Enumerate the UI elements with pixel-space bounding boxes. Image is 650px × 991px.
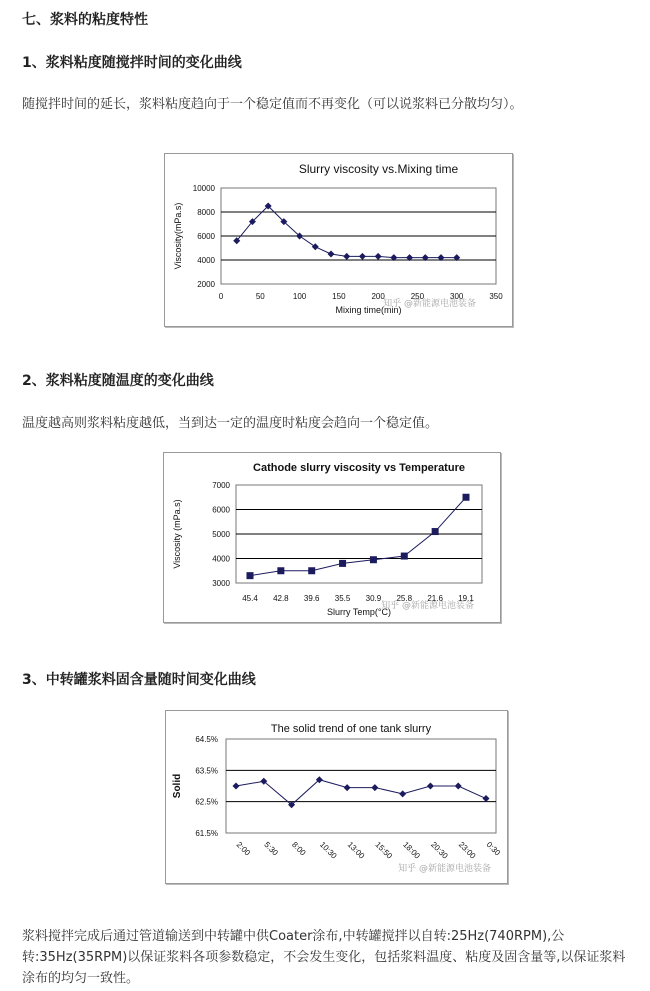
x-tick-label: 45.4 bbox=[242, 594, 258, 603]
y-tick-label: 5000 bbox=[212, 530, 230, 539]
data-point bbox=[463, 494, 470, 501]
sub1-text: 随搅拌时间的延长，浆料粘度趋向于一个稳定值而不再变化（可以说浆料已分散均匀）。 bbox=[22, 97, 523, 112]
y-axis-label: Solid bbox=[172, 773, 183, 799]
x-tick-label: 25.8 bbox=[396, 594, 413, 603]
x-tick-label: 39.6 bbox=[303, 594, 320, 603]
watermark: 知乎 @新能源电池装备 bbox=[381, 601, 474, 611]
y-tick-label: 61.5% bbox=[195, 829, 218, 838]
y-tick-label: 6000 bbox=[212, 505, 230, 515]
y-axis-label: Viscosity(mPa.s) bbox=[173, 202, 183, 270]
y-tick-label: 2000 bbox=[197, 280, 215, 289]
y-tick-label: 10000 bbox=[192, 184, 215, 193]
x-tick-label: 200 bbox=[371, 292, 385, 301]
x-tick-label: 5:30 bbox=[262, 840, 280, 858]
x-tick-label: 30.9 bbox=[365, 594, 382, 603]
section-title: 七、浆料的粘度特性 bbox=[22, 12, 148, 28]
x-tick-label: 250 bbox=[410, 292, 425, 301]
y-tick-label: 6000 bbox=[197, 232, 215, 241]
x-tick-label: 0 bbox=[218, 292, 224, 301]
x-tick-label: 100 bbox=[292, 292, 307, 301]
chart-viscosity-vs-time bbox=[164, 153, 513, 327]
x-tick-label: 8:00 bbox=[290, 840, 308, 858]
x-tick-label: 10:30 bbox=[317, 840, 339, 861]
y-tick-label: 63.5% bbox=[195, 766, 218, 776]
data-point bbox=[277, 567, 284, 574]
y-axis-label: Viscosity (mPa.s) bbox=[172, 499, 182, 569]
x-tick-label: 20:30 bbox=[429, 840, 450, 861]
data-point bbox=[247, 572, 254, 579]
data-point bbox=[432, 528, 439, 535]
chart-title: Cathode slurry viscosity vs Temperature bbox=[253, 462, 465, 474]
sub3-heading: 3、中转罐浆料固含量随时间变化曲线 bbox=[22, 672, 256, 688]
x-tick-label: 300 bbox=[450, 292, 464, 301]
x-tick-label: 18:00 bbox=[401, 840, 422, 861]
x-tick-label: 13:00 bbox=[345, 840, 367, 861]
x-tick-label: 42.8 bbox=[273, 594, 289, 603]
x-axis-label: Slurry Temp(°C) bbox=[327, 607, 391, 617]
x-tick-label: 150 bbox=[332, 292, 346, 301]
x-tick-label: 15:50 bbox=[373, 840, 395, 861]
footer-text: 浆料搅拌完成后通过管道输送到中转罐中供Coater涂布,中转罐搅拌以自转:25Hz(740RPM),公转:35Hz(35RPM)以保证浆料各项参数稳定，不会发生变化，包括浆料温度、粘度及固含量等,以保证浆料涂布的均匀一致性。 bbox=[22, 929, 626, 986]
x-tick-label: 0:30 bbox=[484, 840, 502, 858]
chart-viscosity-vs-temperature bbox=[163, 452, 501, 623]
chart-title: The solid trend of one tank slurry bbox=[270, 723, 432, 735]
x-tick-label: 50 bbox=[255, 292, 265, 301]
y-tick-label: 62.5% bbox=[195, 797, 218, 807]
x-tick-label: 21.6 bbox=[427, 594, 443, 603]
x-tick-label: 19.1 bbox=[458, 594, 474, 603]
x-tick-label: 35.5 bbox=[334, 594, 351, 603]
x-tick-label: 2:00 bbox=[234, 840, 252, 858]
y-tick-label: 8000 bbox=[197, 208, 215, 217]
data-point bbox=[339, 560, 346, 567]
y-tick-label: 64.5% bbox=[195, 735, 218, 744]
x-tick-label: 350 bbox=[489, 292, 503, 301]
x-tick-label: 23:00 bbox=[456, 840, 478, 861]
watermark: 知乎 @新能源电池装备 bbox=[383, 299, 476, 309]
data-point bbox=[370, 556, 377, 563]
chart-title: Slurry viscosity vs.Mixing time bbox=[298, 162, 459, 176]
sub2-heading: 2、浆料粘度随温度的变化曲线 bbox=[22, 373, 214, 389]
y-tick-label: 3000 bbox=[212, 579, 230, 588]
y-tick-label: 4000 bbox=[212, 554, 230, 564]
watermark: 知乎 @新能源电池装备 bbox=[398, 864, 491, 874]
y-tick-label: 4000 bbox=[197, 256, 215, 265]
x-axis-label: Mixing time(min) bbox=[335, 305, 402, 315]
sub1-heading: 1、浆料粘度随搅拌时间的变化曲线 bbox=[22, 55, 242, 71]
data-point bbox=[401, 553, 408, 560]
y-tick-label: 7000 bbox=[212, 481, 230, 490]
chart-solid-trend bbox=[165, 710, 508, 884]
sub2-text: 温度越高则浆料粘度越低，当到达一定的温度时粘度会趋向一个稳定值。 bbox=[22, 416, 439, 431]
data-point bbox=[308, 567, 315, 574]
